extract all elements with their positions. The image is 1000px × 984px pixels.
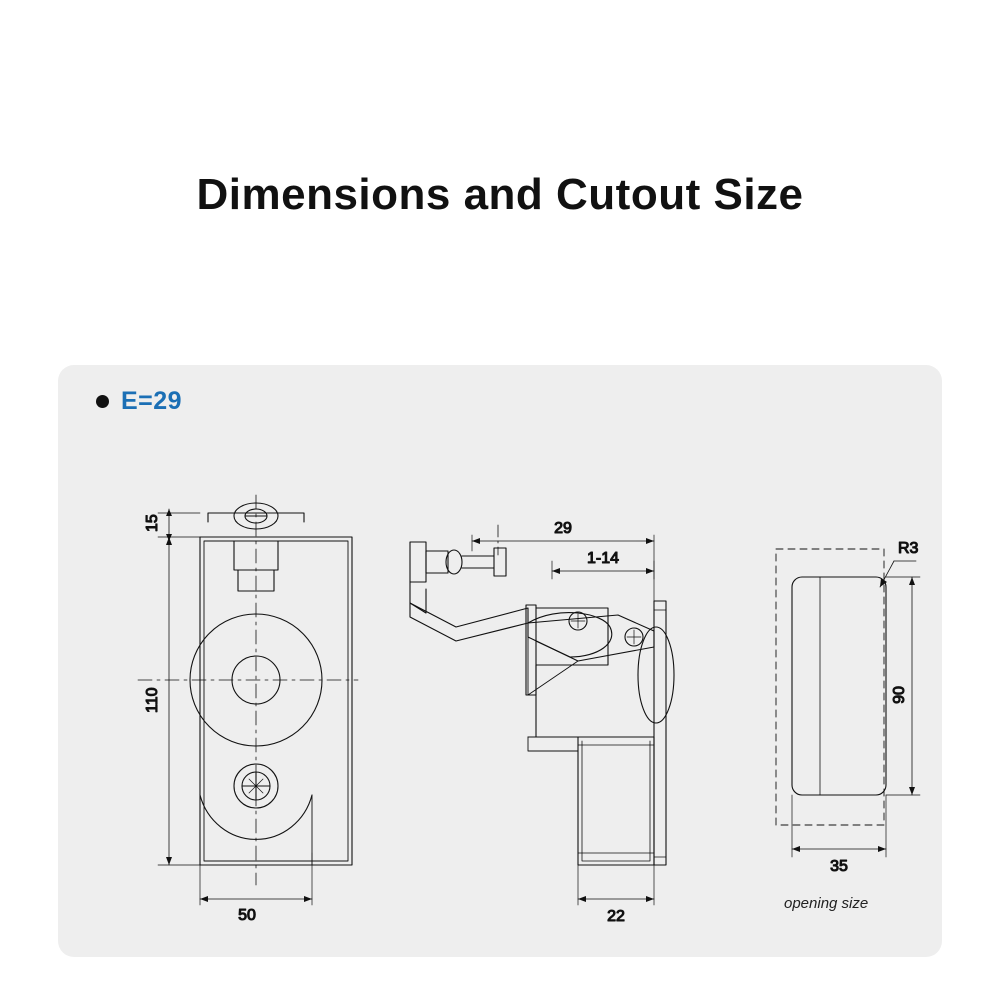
dim-front-50: 50 [238, 907, 256, 924]
technical-drawing [58, 365, 942, 957]
dim-cutout-R3: R3 [898, 540, 919, 557]
side-view [410, 520, 674, 925]
dim-side-29: 29 [554, 520, 572, 537]
dim-cutout-90: 90 [891, 686, 908, 704]
dim-front-110: 110 [144, 687, 161, 713]
dim-side-22: 22 [607, 908, 625, 925]
dim-cutout-35: 35 [830, 858, 848, 875]
page-title: Dimensions and Cutout Size [196, 170, 804, 219]
cutout-view [776, 540, 920, 875]
opening-size-caption: opening size [784, 895, 869, 912]
variant-badge-label: E=29 [121, 387, 183, 415]
drawing-panel [58, 365, 942, 957]
front-view [138, 495, 358, 924]
dim-front-15: 15 [144, 514, 161, 532]
dim-side-1-14: 1-14 [586, 550, 620, 567]
